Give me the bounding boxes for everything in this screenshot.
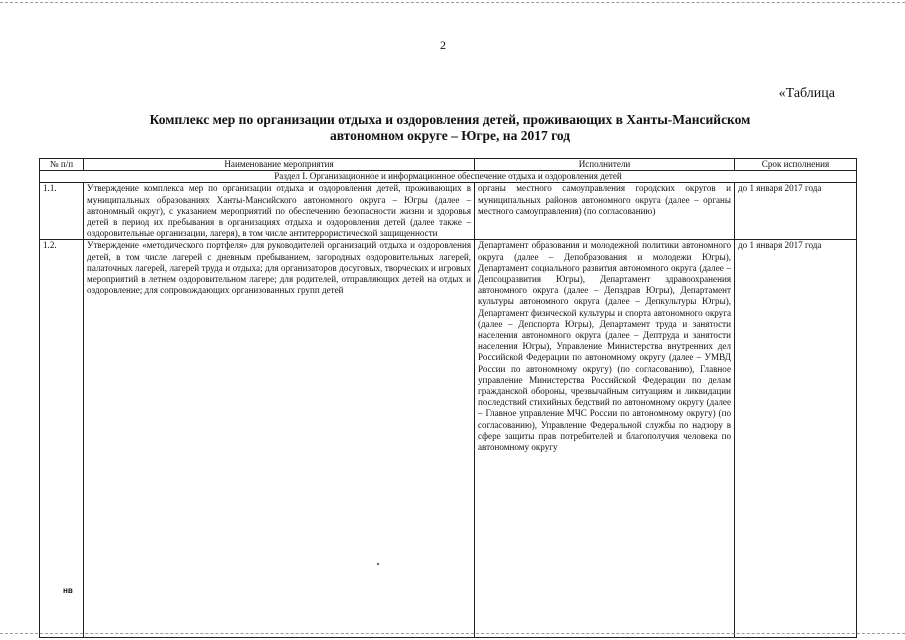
- row-executors: органы местного самоуправления городских округов и муниципальных районов автономного округа (далее – органы местного самоуправления) (по согласованию): [475, 183, 735, 240]
- table-row: [40, 240, 857, 638]
- section-row: [40, 171, 857, 183]
- section-title: Раздел I. Организационное и информационное обеспечение отдыха и оздоровления детей: [40, 171, 857, 183]
- row-executors: [475, 240, 735, 638]
- row-deadline: до 1 января 2017 года: [735, 240, 857, 638]
- footer-mark: нв: [63, 586, 73, 595]
- row-num: 1.1.: [40, 183, 84, 240]
- scan-top-border: [0, 2, 905, 3]
- measures-table: [39, 158, 857, 638]
- row-deadline: до 1 января 2017 года: [735, 183, 857, 240]
- document-title: Комплекс мер по организации отдыха и оздоровления детей, проживающих в Ханты-Мансийском автономном округе – Югре, на 2017 год: [149, 112, 751, 143]
- table-header-row: [40, 159, 857, 171]
- header-num: № п/п: [40, 159, 84, 171]
- page-number: 2: [440, 38, 446, 52]
- scan-bottom-border: [0, 633, 905, 634]
- row-name-text: Утверждение «методического портфеля» для руководителей организаций отдыха и оздоровления детей, в том числе лагерей с дневным пребыванием, загородных оздоровительных лагерей, палаточных лагерей, лагерей труда и отдыха; для организаторов досуговых, творческих и игровых мероприятий в летнем оздоровительном лагере; для родителей, отправляющих детей на отдых и оздоровление; для сопровождающих организованных групп детей: [87, 240, 471, 296]
- header-deadline: Срок исполнения: [735, 159, 857, 171]
- row-num: 1.2.: [40, 240, 84, 638]
- header-executors: Исполнители: [475, 159, 735, 171]
- row-name: Утверждение комплекса мер по организации отдыха и оздоровления детей, проживающих в муниципальных образованиях Ханты-Мансийского автономного округа – Югры (далее – автономный округ), с указанием мероприятий по обеспечению безопасности жизни и здоровья детей в период их пребывания в организациях отдыха и оздоровления детей (далее также – оздоровительные организации, лагеря), в том числе антитеррористической защищенности: [84, 183, 475, 240]
- scan-speck: [377, 563, 379, 565]
- row-executors-text: Департамент образования и молодежной политики автономного округа (далее – Депобразования и молодежи Югры), Департамент социального развития автономного округа (далее – Депсоцразвития Югры), Департамент здравоохранения автономного округа (далее – Депздрав Югры), Департамент культуры автономного округа (далее – Депкультуры Югры), Департамент физической культуры и спорта автономного округа (далее – Депспорта Югры), Департамент труда и занятости населения автономного округа (далее – Дептруда и занятости населения Югры), Управление Министерства внутренних дел Российской Федерации по автономному округу (далее – УМВД России по автономному округу) (по согласованию), Главное управление Министерства Российской Федерации по делам гражданской обороны, чрезвычайным ситуациям и ликвидации последствий стихийных бедствий по автономному округу (далее – Главное управление МЧС России по автономному округу) (по согласованию), Управление Федеральной службы по надзору в сфере защиты прав потребителей и благополучия человека по автономному округу: [478, 240, 731, 453]
- table-label: «Таблица: [778, 86, 835, 101]
- header-name: Наименование мероприятия: [84, 159, 475, 171]
- table-row: [40, 183, 857, 240]
- row-name: [84, 240, 475, 638]
